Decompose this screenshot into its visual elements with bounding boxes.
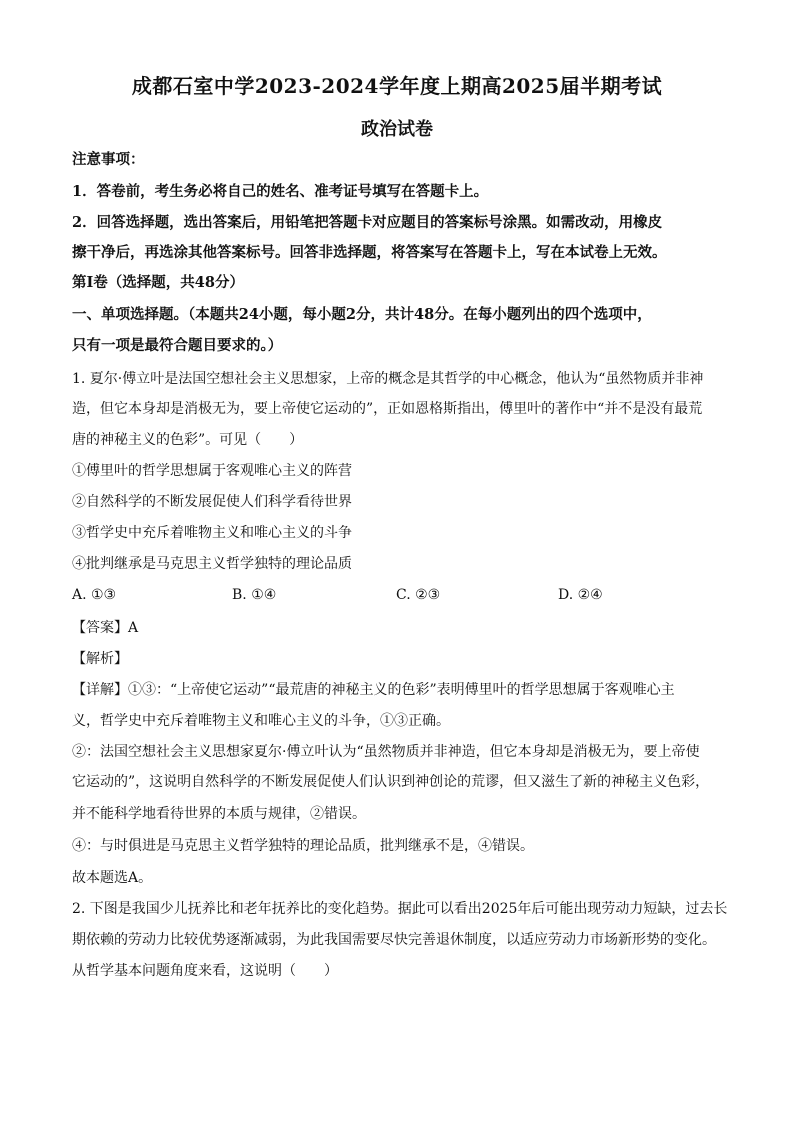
q1-detail-line-7: 故本题选A。 [72, 870, 153, 886]
section-heading-line-1: 一、单项选择题。（本题共24小题，每小题2分，共计48分。在每小题列出的四个选项中， [72, 306, 652, 323]
q1-detail-line-1 [72, 680, 675, 700]
q1-detail-line-6: ④：与时俱进是马克思主义哲学独特的理论品质，批判继承不是，④错误。 [72, 838, 534, 854]
q2-stem-line-2: 期依赖的劳动力比较优势逐渐减弱，为此我国需要尽快完善退休制度，以适应劳动力市场新形势的变化。 [72, 932, 716, 948]
q1-option-b: B. ①④ [232, 587, 277, 603]
exam-title: 成都石室中学2023-2024学年度上期高2025届半期考试 [131, 74, 663, 98]
q1-option-d: D. ②④ [558, 587, 603, 603]
q1-detail-line-4: 它运动的”，这说明自然科学的不断发展促使人们认识到神创论的荒谬，但又滋生了新的神秘主义色彩， [72, 774, 710, 790]
notes-heading: 注意事项： [72, 151, 145, 168]
part-1-heading: 第Ⅰ卷（选择题，共48分） [72, 274, 244, 291]
q1-stem-line-1: 1. 夏尔·傅立叶是法国空想社会主义思想家，上帝的概念是其哲学的中心概念，他认为“虽然物质并非神 [72, 371, 704, 387]
note-2-line-1: 2．回答选择题，选出答案后，用铅笔把答题卡对应题目的答案标号涂黑。如需改动，用橡皮 [72, 214, 663, 231]
q1-stem-line-3: 唐的神秘主义的色彩”。可见（ ） [72, 432, 304, 448]
q1-option-a: A. ①③ [72, 587, 117, 603]
q1-detail-line-2: 义，哲学史中充斥着唯物主义和唯心主义的斗争，①③正确。 [72, 713, 450, 729]
q1-detail-line-3: ②：法国空想社会主义思想家夏尔·傅立叶认为“虽然物质并非神造，但它本身却是消极无为，要上帝使 [72, 744, 700, 760]
detail-tag: 【详解】 [72, 682, 128, 698]
q1-answer [72, 618, 138, 638]
q2-stem-line-3: 从哲学基本问题角度来看，这说明（ ） [72, 963, 338, 979]
note-1: 1．答卷前，考生务必将自己的姓名、准考证号填写在答题卡上。 [72, 183, 489, 200]
q1-detail-line-5: 并不能科学地看待世界的本质与规律，②错误。 [72, 806, 366, 822]
q1-stem-line-2: 造，但它本身却是消极无为，要上帝使它运动的”，正如恩格斯指出，傅里叶的著作中“并不是没有最荒 [72, 401, 703, 417]
answer-value: A [128, 620, 139, 636]
q1-statement-1: ①傅里叶的哲学思想属于客观唯心主义的阵营 [72, 463, 352, 479]
answer-tag: 【答案】 [72, 620, 128, 636]
exam-subtitle: 政治试卷 [361, 119, 433, 140]
q2-stem-line-1: 2. 下图是我国少儿抚养比和老年抚养比的变化趋势。据此可以看出2025年后可能出现劳动力短缺，过去长 [72, 901, 728, 917]
q1-statement-2: ②自然科学的不断发展促使人们科学看待世界 [72, 494, 352, 510]
note-2-line-2: 擦干净后，再选涂其他答案标号。回答非选择题，将答案写在答题卡上，写在本试卷上无效。 [72, 244, 667, 261]
q1-option-c: C. ②③ [396, 587, 441, 603]
q1-statement-3: ③哲学史中充斥着唯物主义和唯心主义的斗争 [72, 525, 352, 541]
detail-text-1: ①③：“上帝使它运动”“最荒唐的神秘主义的色彩”表明傅里叶的哲学思想属于客观唯心主 [128, 682, 675, 698]
q1-analysis-tag: 【解析】 [72, 651, 128, 667]
section-heading-line-2: 只有一项是最符合题目要求的。） [72, 337, 283, 354]
q1-statement-4: ④批判继承是马克思主义哲学独特的理论品质 [72, 556, 352, 572]
